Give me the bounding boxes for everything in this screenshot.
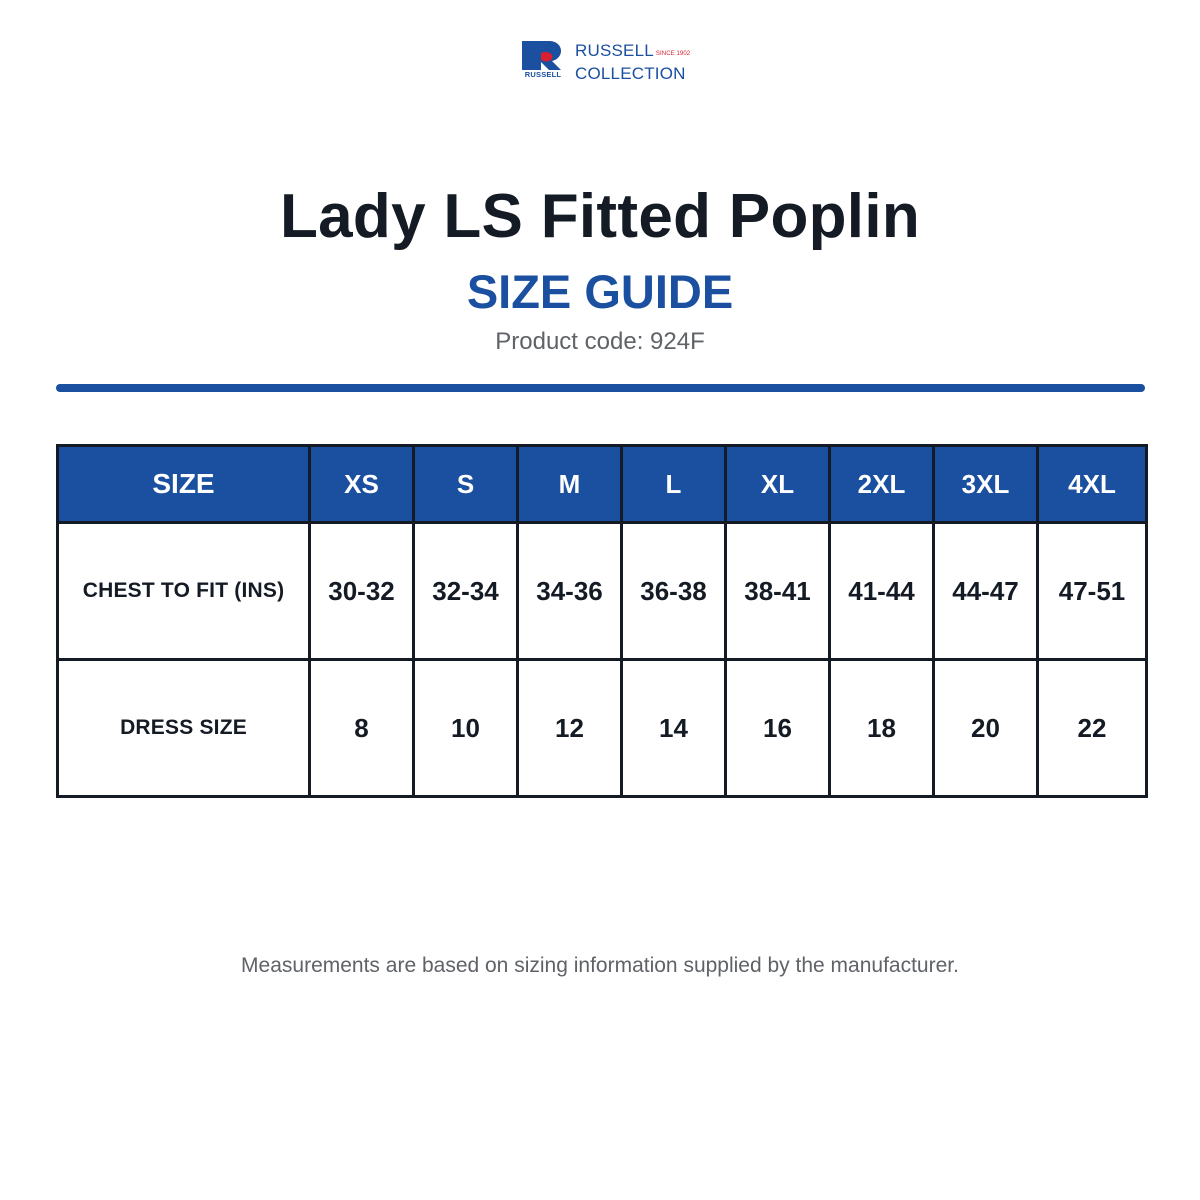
header-divider	[56, 384, 1145, 392]
table-header-size: S	[414, 446, 518, 523]
logo-mark-text: RUSSELL	[524, 70, 562, 78]
table-row	[58, 523, 1147, 660]
logo-since: SINCE 1902	[655, 51, 691, 57]
table-cell: 36-38	[622, 523, 726, 660]
table-cell: 34-36	[518, 523, 622, 660]
product-code: Product code: 924F	[495, 328, 705, 355]
table-cell: 18	[830, 660, 934, 797]
table-header-size: L	[622, 446, 726, 523]
table-header-size: 2XL	[830, 446, 934, 523]
table-header-size: 3XL	[934, 446, 1038, 523]
table-cell: 22	[1038, 660, 1147, 797]
table-cell: 16	[726, 660, 830, 797]
table-cell: 44-47	[934, 523, 1038, 660]
table-header-size-label: SIZE	[58, 446, 310, 523]
table-cell: 20	[934, 660, 1038, 797]
table-header-size: M	[518, 446, 622, 523]
table-cell: 47-51	[1038, 523, 1147, 660]
size-table	[56, 444, 1148, 798]
table-cell: 8	[310, 660, 414, 797]
row-label-chest: CHEST TO FIT (INS)	[58, 523, 310, 660]
table-header-size: XS	[310, 446, 414, 523]
table-cell: 14	[622, 660, 726, 797]
table-cell: 41-44	[830, 523, 934, 660]
table-cell: 30-32	[310, 523, 414, 660]
table-cell: 38-41	[726, 523, 830, 660]
logo-wordmark	[575, 41, 690, 83]
table-cell: 32-34	[414, 523, 518, 660]
table-cell: 12	[518, 660, 622, 797]
page-subtitle: SIZE GUIDE	[466, 265, 734, 318]
table-header-size: XL	[726, 446, 830, 523]
footnote: Measurements are based on sizing information supplied by the manufacturer.	[241, 954, 959, 977]
page-title: Lady LS Fitted Poplin	[279, 182, 921, 251]
logo-line-1: RUSSELL	[575, 41, 654, 60]
table-cell: 10	[414, 660, 518, 797]
row-label-dress-size: DRESS SIZE	[58, 660, 310, 797]
table-header-row	[58, 446, 1147, 523]
table-row	[58, 660, 1147, 797]
brand-logo	[519, 40, 689, 84]
table-header-size: 4XL	[1038, 446, 1147, 523]
logo-line-2: COLLECTION	[575, 64, 686, 83]
russell-logo-icon	[519, 40, 567, 78]
